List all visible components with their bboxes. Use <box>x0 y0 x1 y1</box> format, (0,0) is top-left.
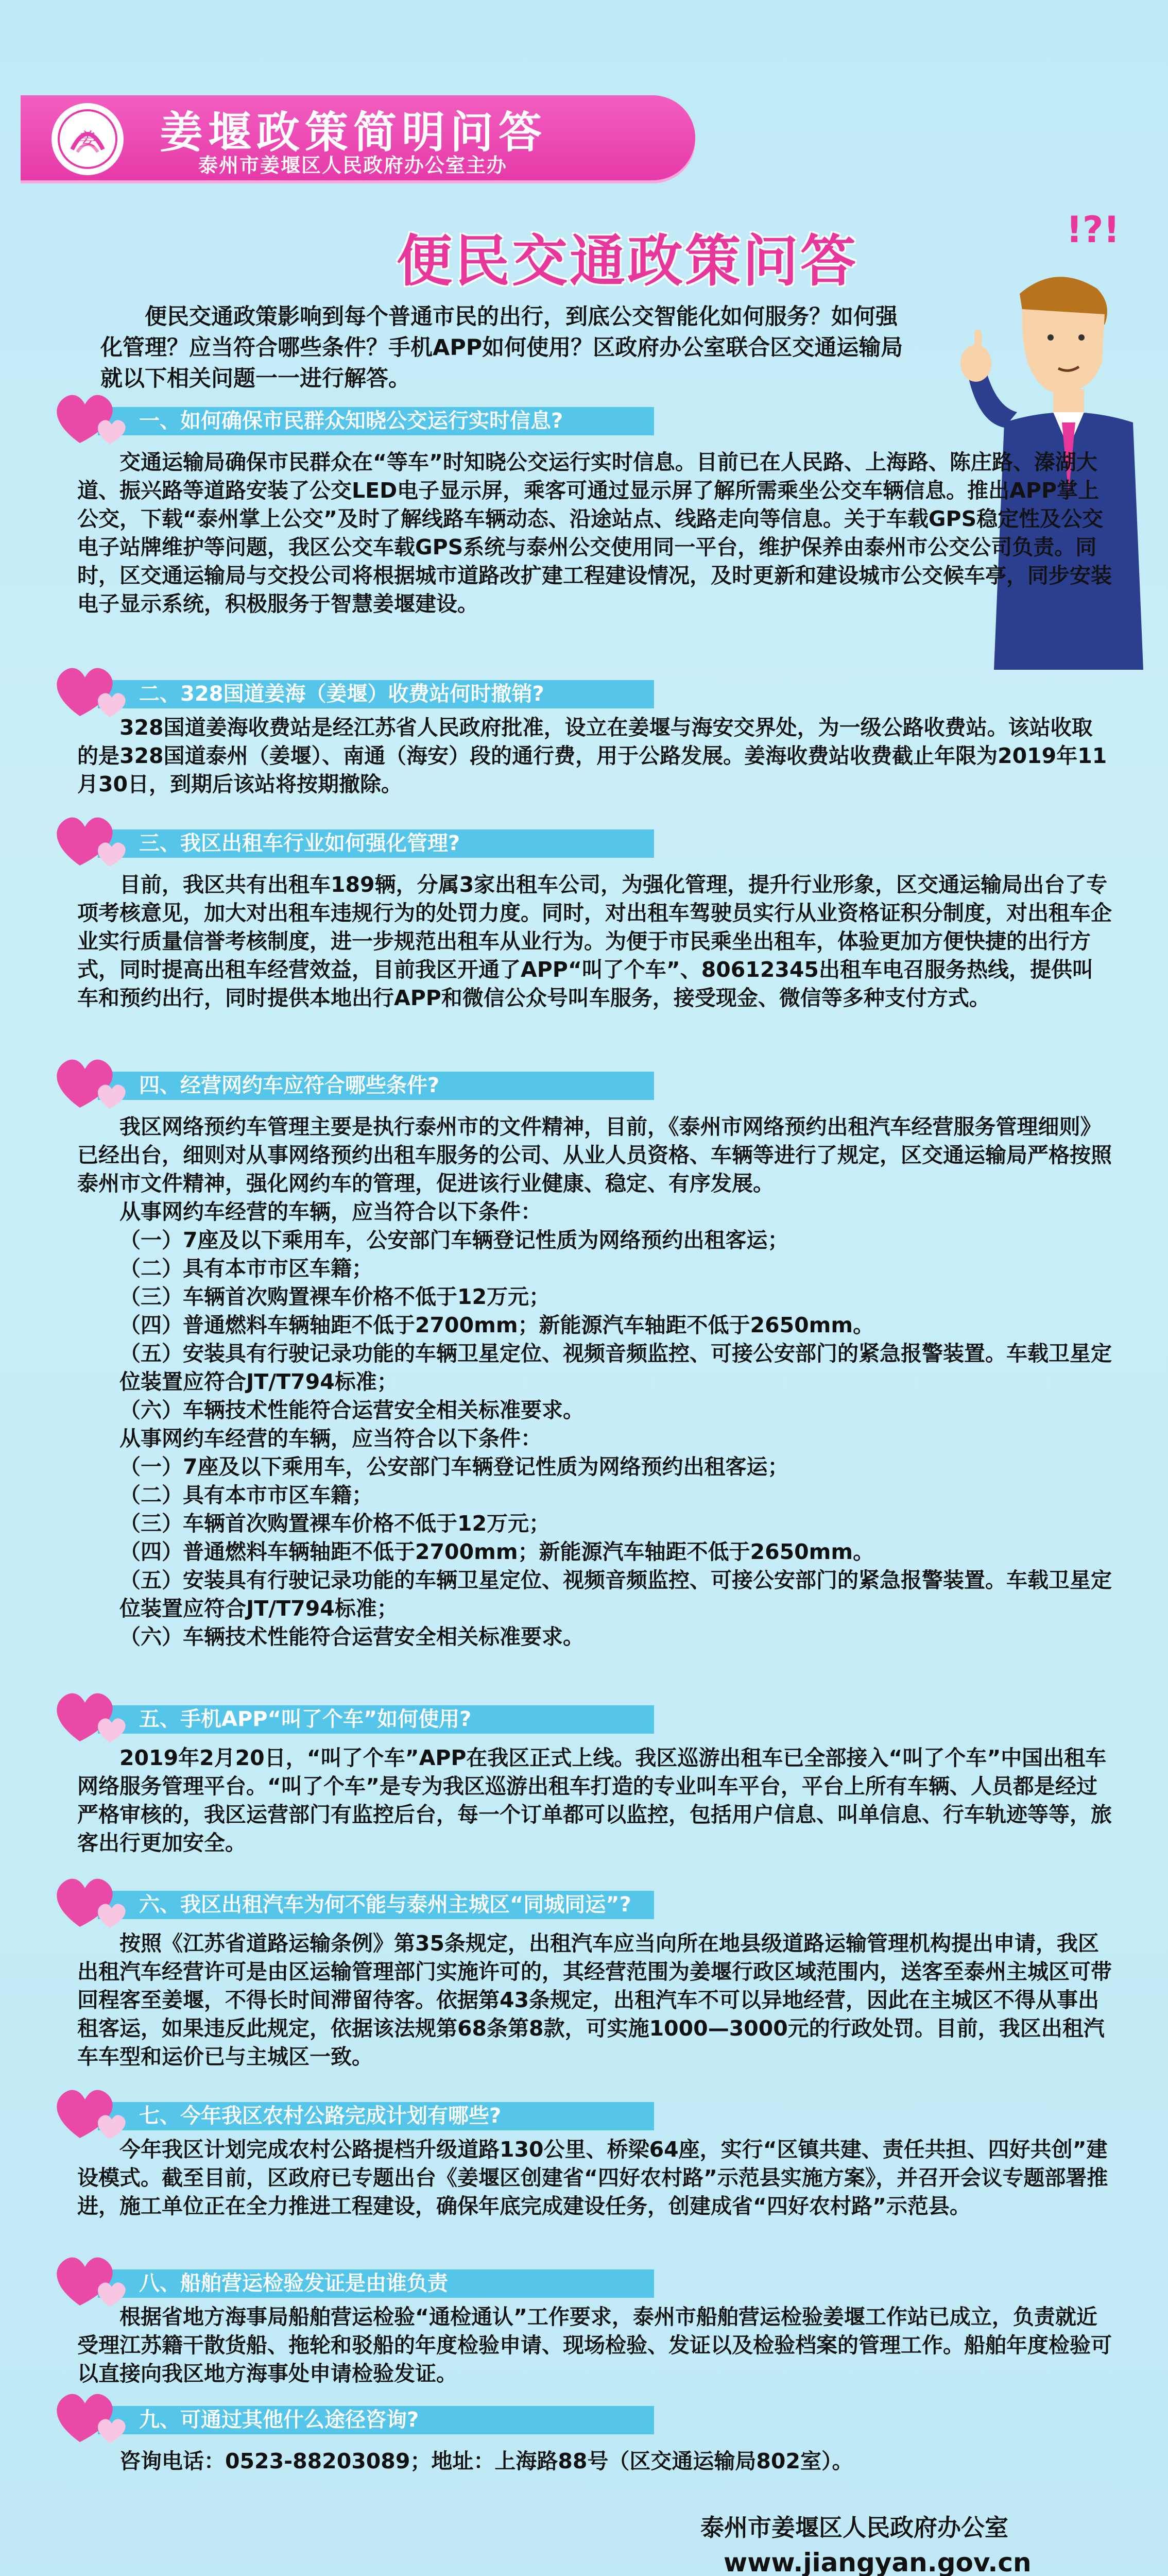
section-body-1: 交通运输局确保市民群众在“等车”时知晓公交运行实时信息。目前已在人民路、上海路、陈庄路、溱湖大道、振兴路等道路安装了公交LED电子显示屏，乘客可通过显示屏了解所需乘坐公交车辆信息。推出APP掌上公交，下载“泰州掌上公交”及时了解线路车辆动态、沿途站点、线路走向等信息。关于车载GPS稳定性及公交电子站牌维护等问题，我区公交车载GPS系统与泰州公交使用同一平台，维护保养由泰州市公交公司负责。同时，区交通运输局与交投公司将根据城市道路改扩建工程建设情况，及时更新和建设城市公交候车亭，同步安装电子显示系统，积极服务于智慧姜堰建设。 <box>77 450 1112 616</box>
section-header-8 <box>49 2249 718 2311</box>
section-header-9 <box>49 2385 718 2447</box>
page-title: 便民交通政策问答 <box>397 229 858 294</box>
section-heading: 二、328国道姜海（姜堰）收费站何时撤销? <box>139 682 544 706</box>
section-heading: 六、我区出租汽车为何不能与泰州主城区“同城同运”? <box>139 1893 631 1917</box>
banner-subtitle: 泰州市姜堰区人民政府办公室主办 <box>198 154 508 177</box>
section-heading: 三、我区出租车行业如何强化管理? <box>139 832 460 855</box>
section-header-3 <box>49 809 718 871</box>
section-header-7 <box>49 2081 718 2143</box>
section-header-5 <box>49 1685 718 1747</box>
footer-url[interactable]: www.jiangyan.gov.cn <box>724 2548 1032 2576</box>
section-body-8: 根据省地方海事局船舶营运检验“通检通认”工作要求，泰州市船舶营运检验姜堰工作站已成立，负责就近受理江苏籍干散货船、拖轮和驳船的年度检验申请、现场检验、发证以及检验档案的管理工作。船舶年度检验可以直接向我区地方海事处申请检验发证。 <box>77 2304 1112 2386</box>
section-heading: 五、手机APP“叫了个车”如何使用? <box>139 1707 472 1731</box>
hearts-icon <box>49 1870 136 1932</box>
section-body-7: 今年我区计划完成农村公路提档升级道路130公里、桥梁64座，实行“区镇共建、责任共担、四好共创”建设模式。截至目前，区政府已专题出台《姜堰区创建省“四好农村路”示范县实施方案》，并召开会议专题部署推进，施工单位正在全力推进工程建设，确保年底完成建设任务，创建成省“四好农村路”示范县。 <box>77 2137 1108 2218</box>
hearts-icon <box>49 2081 136 2143</box>
hearts-icon <box>49 809 136 871</box>
exclaim-text: !?! <box>1066 209 1120 251</box>
section-header-6 <box>49 1870 718 1932</box>
section-body-6: 按照《江苏省道路运输条例》第35条规定，出租汽车应当向所在地县级道路运输管理机构提出申请，我区出租汽车经营许可是由区运输管理部门实施许可的，其经营范围为姜堰行政区域范围内，送客至泰州主城区可带回程客至姜堰，不得长时间滞留待客。依据第43条规定，出租汽车不可以异地经营，因此在主城区不得从事出租客运，如果违反此规定，依据该法规第68条第8款，可实施1000—3000元的行政处罚。目前，我区出租汽车车型和运价已与主城区一致。 <box>77 1931 1112 2069</box>
hearts-icon <box>49 2385 136 2447</box>
section-heading: 八、船舶营运检验发证是由谁负责 <box>139 2272 448 2295</box>
section-header-4 <box>49 1051 718 1113</box>
section-header-1 <box>49 386 718 448</box>
section-body-3: 目前，我区共有出租车189辆，分属3家出租车公司，为强化管理，提升行业形象，区交通运输局出台了专项考核意见，加大对出租车违规行为的处罚力度。同时，对出租车驾驶员实行从业资格证积分制度，对出租车企业实行质量信誉考核制度，进一步规范出租车从业行为。为便于市民乘坐出租车，体验更加方便快捷的出行方式，同时提高出租车经营效益，目前我区开通了APP“叫了个车”、80612345出租车电召服务热线，提供叫车和预约出行，同时提供本地出行APP和微信公众号叫车服务，接受现金、微信等多种支付方式。 <box>77 872 1112 1010</box>
logo-icon <box>51 103 124 175</box>
hearts-icon <box>49 2249 136 2311</box>
footer-organization: 泰州市姜堰区人民政府办公室 <box>700 2514 1008 2541</box>
section-body-5: 2019年2月20日，“叫了个车”APP在我区正式上线。我区巡游出租车已全部接入“叫了个车”中国出租车网络服务管理平台。“叫了个车”是专为我区巡游出租车打造的专业叫车平台，平台上所有车辆、人员都是经过严格审核的，我区运营部门有监控后台，每一个订单都可以监控，包括用户信息、叫单信息、行车轨迹等等，旅客出行更加安全。 <box>77 1745 1112 1855</box>
section-body-4: 我区网络预约车管理主要是执行泰州市的文件精神，目前，《泰州市网络预约出租汽车经营服务管理细则》已经出台，细则对从事网络预约出租车服务的公司、从业人员资格、车辆等进行了规定，区交通运输局严格按照泰州市文件精神，强化网约车的管理，促进该行业健康、稳定、有序发展。 从事网约车经营的车辆，应当符合以下条件： （一）7座及以下乘用车，公安部门车辆登记性质为网络预约出租客运； （二）具有本市市区车籍； （三）车辆首次购置裸车价格不低于12万元； （四）普通燃料车辆轴距不低于2700mm；新能源汽车轴距不低于2650mm。 （五）安装具有行驶记录功能的车辆卫星定位、视频音频监控、可接公安部门的紧急报警装置。车载卫星定位装置应符合JT/T794标准； （六）车辆技术性能符合运营安全相关标准要求。 从事网约车经营的车辆，应当符合以下条件： （一）7座及以下乘用车，公安部门车辆登记性质为网络预约出租客运； （二）具有本市市区车籍； （三）车辆首次购置裸车价格不低于12万元； （四）普通燃料车辆轴距不低于2700mm；新能源汽车轴距不低于2650mm。 （五）安装具有行驶记录功能的车辆卫星定位、视频音频监控、可接公安部门的紧急报警装置。车载卫星定位装置应符合JT/T794标准； （六）车辆技术性能符合运营安全相关标准要求。 <box>77 1114 1112 1649</box>
hearts-icon <box>49 659 136 721</box>
section-heading: 七、今年我区农村公路完成计划有哪些? <box>139 2104 502 2128</box>
section-header-2 <box>49 659 718 721</box>
section-heading: 四、经营网约车应符合哪些条件? <box>139 1074 440 1097</box>
hearts-icon <box>49 386 136 448</box>
intro-text: 便民交通政策影响到每个普通市民的出行，到底公交智能化如何服务？如何强化管理？应当符合哪些条件？手机APP如何使用？区政府办公室联合区交通运输局就以下相关问题一一进行解答。 <box>100 304 903 392</box>
section-heading: 一、如何确保市民群众知晓公交运行实时信息? <box>139 409 563 433</box>
banner-title: 姜堰政策简明问答 <box>160 107 547 158</box>
section-body-9: 咨询电话：0523-88203089；地址：上海路88号（区交通运输局802室）。 <box>119 2449 853 2473</box>
hearts-icon <box>49 1685 136 1747</box>
logo-text: 姜 <box>79 129 96 150</box>
section-body-2: 328国道姜海收费站是经江苏省人民政府批准，设立在姜堰与海安交界处，为一级公路收费站。该站收取的是328国道泰州（姜堰）、南通（海安）段的通行费，用于公路发展。姜海收费站收费截止年限为2019年11月30日，到期后该站将按期撤除。 <box>77 715 1107 796</box>
hearts-icon <box>49 1051 136 1113</box>
section-heading: 九、可通过其他什么途径咨询? <box>139 2408 419 2432</box>
